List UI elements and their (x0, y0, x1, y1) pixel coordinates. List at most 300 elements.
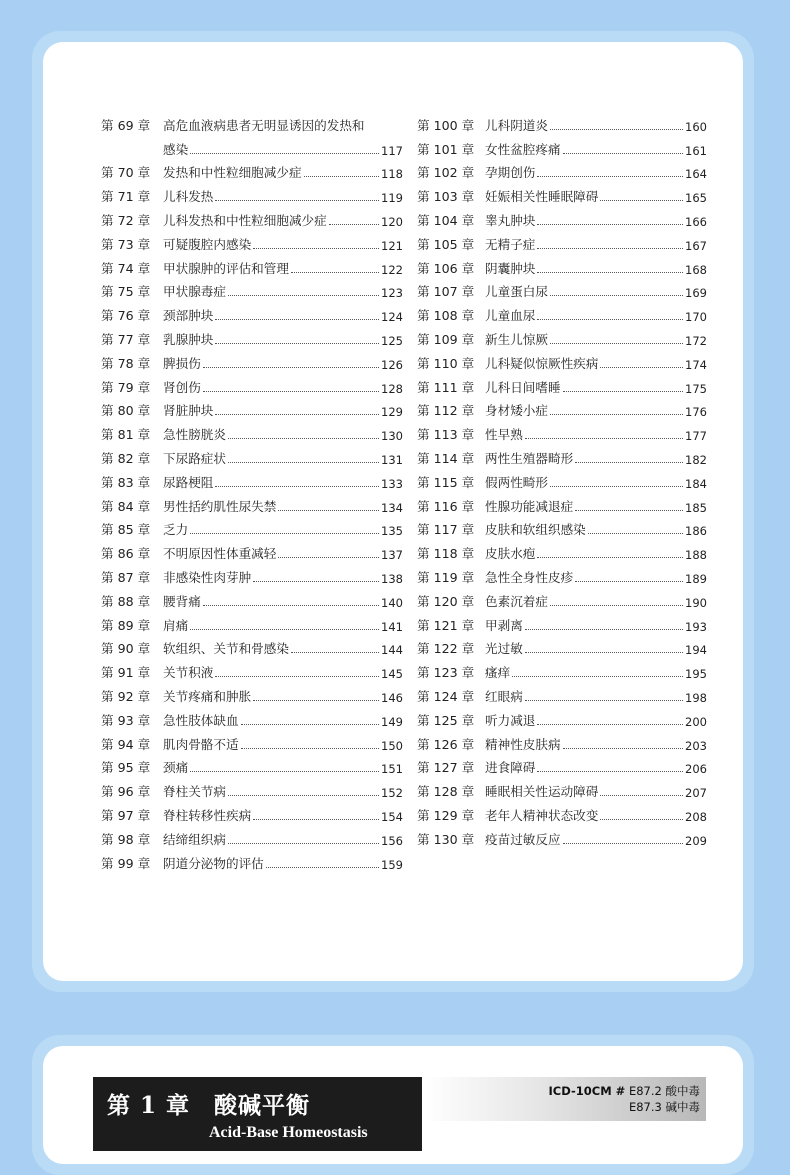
page-number: 161 (685, 143, 707, 158)
toc-entry (417, 657, 707, 681)
page-number: 138 (381, 571, 403, 586)
page-number: 203 (685, 738, 707, 753)
toc-entry (101, 705, 403, 729)
page-number: 118 (381, 167, 403, 182)
dot-leader (215, 676, 379, 677)
page-number: 206 (685, 762, 707, 777)
dot-leader (215, 486, 379, 487)
toc-page (43, 42, 743, 981)
toc-entry (417, 491, 707, 515)
page-number: 159 (381, 857, 403, 872)
dot-leader (512, 676, 683, 677)
dot-leader (215, 343, 379, 344)
chapter-title: 肌肉骨骼不适 (163, 736, 239, 752)
toc-entry (417, 729, 707, 753)
dot-leader (203, 391, 379, 392)
toc-entry (417, 181, 707, 205)
chapter-number: 第 120 章 (417, 593, 475, 609)
toc-entry (417, 396, 707, 420)
chapter-title: 女性盆腔疼痛 (485, 141, 561, 157)
toc-entry (417, 158, 707, 182)
chapter-title: 睡眠相关性运动障碍 (485, 784, 599, 800)
dot-leader (215, 319, 379, 320)
chapter-title: 身材矮小症 (485, 403, 548, 419)
dot-leader (525, 629, 683, 630)
chapter-number: 第 109 章 (417, 331, 475, 347)
chapter-number: 第 94 章 (101, 736, 151, 752)
toc-entry (101, 229, 403, 253)
toc-entry (101, 729, 403, 753)
toc-entry (417, 419, 707, 443)
chapter-title: 乏力 (163, 522, 189, 538)
page-number: 124 (381, 310, 403, 325)
page-number: 164 (685, 167, 707, 182)
toc-entry (101, 562, 403, 586)
toc-column-left (101, 110, 403, 872)
page-number: 189 (685, 571, 707, 586)
toc-entry (417, 348, 707, 372)
dot-leader (575, 510, 683, 511)
dot-leader (563, 153, 683, 154)
page-number: 152 (381, 786, 403, 801)
toc-entry (101, 396, 403, 420)
chapter-number: 第 80 章 (101, 403, 151, 419)
page-number: 129 (381, 405, 403, 420)
chapter-title: 儿科日间嗜睡 (485, 379, 561, 395)
dot-leader (190, 153, 379, 154)
chapter-number: 第 75 章 (101, 284, 151, 300)
chapter-title: 尿路梗阻 (163, 474, 214, 490)
toc-entry (417, 515, 707, 539)
dot-leader (537, 272, 683, 273)
toc-entry (101, 848, 403, 872)
chapter-title: 软组织、关节和骨感染 (163, 641, 289, 657)
chapter-title: 下尿路症状 (163, 450, 226, 466)
dot-leader (190, 533, 379, 534)
page-number: 149 (381, 714, 403, 729)
chapter-title: 光过敏 (485, 641, 523, 657)
toc-entry (101, 158, 403, 182)
chapter-title: 甲剥离 (485, 617, 523, 633)
dot-leader (563, 843, 683, 844)
chapter-number: 第 128 章 (417, 784, 475, 800)
toc-entry (101, 443, 403, 467)
page-number: 167 (685, 238, 707, 253)
page-number: 125 (381, 333, 403, 348)
page-number: 168 (685, 262, 707, 277)
dot-leader (537, 724, 683, 725)
chapter-number: 第 130 章 (417, 831, 475, 847)
chapter-number: 第 73 章 (101, 236, 151, 252)
chapter-number: 第 129 章 (417, 807, 475, 823)
page-number: 151 (381, 762, 403, 777)
dot-leader (537, 224, 683, 225)
chapter-banner (93, 1077, 422, 1151)
chapter-title: 颈部肿块 (163, 308, 214, 324)
page-number: 185 (685, 500, 707, 515)
dot-leader (253, 581, 379, 582)
chapter-number: 第 117 章 (417, 522, 475, 538)
toc-entry (101, 419, 403, 443)
toc-entry (417, 443, 707, 467)
chapter-number: 第 84 章 (101, 498, 151, 514)
page-number: 141 (381, 619, 403, 634)
chapter-number: 第 115 章 (417, 474, 475, 490)
icd-line-1 (424, 1083, 700, 1099)
dot-leader (291, 652, 379, 653)
chapter-title: 颈痛 (163, 760, 189, 776)
page-number: 133 (381, 476, 403, 491)
dot-leader (600, 367, 683, 368)
dot-leader (588, 533, 683, 534)
chapter-number: 第 86 章 (101, 546, 151, 562)
chapter-number: 第 90 章 (101, 641, 151, 657)
chapter-title: 精神性皮肤病 (485, 736, 561, 752)
dot-leader (253, 819, 379, 820)
chapter-number: 第 78 章 (101, 355, 151, 371)
chapter-number: 第 110 章 (417, 355, 475, 371)
chapter-number: 第 119 章 (417, 569, 475, 585)
dot-leader (266, 867, 379, 868)
page-number: 169 (685, 286, 707, 301)
page-number: 174 (685, 357, 707, 372)
dot-leader (304, 176, 380, 177)
chapter-number: 第 124 章 (417, 688, 475, 704)
chapter-number: 第 108 章 (417, 308, 475, 324)
toc-entry (417, 324, 707, 348)
chapter-number: 第 126 章 (417, 736, 475, 752)
chapter-title: 假两性畸形 (485, 474, 548, 490)
dot-leader (563, 748, 683, 749)
chapter-number: 第 99 章 (101, 855, 151, 871)
page-number: 209 (685, 833, 707, 848)
page-number: 145 (381, 667, 403, 682)
dot-leader (278, 557, 379, 558)
chapter-number: 第 71 章 (101, 189, 151, 205)
toc-entry (101, 824, 403, 848)
toc-entry (101, 753, 403, 777)
toc-entry (101, 467, 403, 491)
toc-entry (101, 776, 403, 800)
toc-entry (417, 776, 707, 800)
toc-entry (417, 800, 707, 824)
chapter-title: 进食障碍 (485, 760, 536, 776)
chapter-title: 妊娠相关性睡眠障碍 (485, 189, 599, 205)
dot-leader (550, 343, 683, 344)
page-number: 130 (381, 429, 403, 444)
toc-entry (101, 181, 403, 205)
chapter-number: 第 111 章 (417, 379, 475, 395)
page-number: 160 (685, 119, 707, 134)
page-number: 188 (685, 548, 707, 563)
dot-leader (203, 605, 379, 606)
dot-leader (575, 581, 683, 582)
dot-leader (228, 795, 379, 796)
chapter-number: 第 82 章 (101, 450, 151, 466)
dot-leader (537, 248, 683, 249)
chapter-title: 两性生殖器畸形 (485, 450, 574, 466)
chapter-title: 儿科阴道炎 (485, 117, 548, 133)
page-number: 207 (685, 786, 707, 801)
toc-entry (417, 562, 707, 586)
dot-leader (550, 605, 683, 606)
page-number: 156 (381, 833, 403, 848)
chapter-number: 第 105 章 (417, 236, 475, 252)
chapter-number: 第 98 章 (101, 831, 151, 847)
toc-entry (417, 753, 707, 777)
dot-leader (550, 486, 683, 487)
chapter-title: 儿科发热 (163, 189, 214, 205)
chapter-number: 第 91 章 (101, 665, 151, 681)
page-number: 120 (381, 214, 403, 229)
dot-leader (563, 391, 683, 392)
toc-column-right (417, 110, 707, 848)
dot-leader (203, 367, 379, 368)
toc-entry (417, 586, 707, 610)
page-number: 121 (381, 238, 403, 253)
chapter-number: 第 121 章 (417, 617, 475, 633)
chapter-number: 第 70 章 (101, 165, 151, 181)
dot-leader (228, 843, 379, 844)
toc-entry (101, 681, 403, 705)
dot-leader (537, 557, 683, 558)
chapter-title: 急性肢体缺血 (163, 712, 239, 728)
page-number: 131 (381, 452, 403, 467)
page-number: 177 (685, 429, 707, 444)
dot-leader (278, 510, 379, 511)
page-number: 176 (685, 405, 707, 420)
chapter-number: 第 118 章 (417, 546, 475, 562)
chapter-title: 乳腺肿块 (163, 331, 214, 347)
page-number: 165 (685, 191, 707, 206)
toc-entry (417, 610, 707, 634)
toc-entry (417, 205, 707, 229)
dot-leader (241, 748, 379, 749)
toc-entry (417, 467, 707, 491)
dot-leader (228, 462, 379, 463)
chapter-number: 第 79 章 (101, 379, 151, 395)
page-number: 190 (685, 595, 707, 610)
chapter-title: 男性括约肌性尿失禁 (163, 498, 277, 514)
toc-entry (101, 300, 403, 324)
chapter-number: 第 114 章 (417, 450, 475, 466)
dot-leader (600, 819, 683, 820)
page-number: 154 (381, 809, 403, 824)
dot-leader (228, 295, 379, 296)
dot-leader (537, 176, 683, 177)
page-number: 186 (685, 524, 707, 539)
toc-entry (417, 110, 707, 134)
chapter-title: 可疑腹腔内感染 (163, 236, 252, 252)
chapter-number: 第 69 章 (101, 117, 151, 133)
toc-entry (417, 229, 707, 253)
chapter-number: 第 77 章 (101, 331, 151, 347)
dot-leader (575, 462, 683, 463)
page-number: 146 (381, 690, 403, 705)
chapter-number: 第 107 章 (417, 284, 475, 300)
chapter-number: 第 76 章 (101, 308, 151, 324)
dot-leader (550, 129, 683, 130)
chapter-title: 无精子症 (485, 236, 536, 252)
chapter-title: 脊柱关节病 (163, 784, 226, 800)
toc-entry (101, 277, 403, 301)
toc-entry (417, 824, 707, 848)
dot-leader (215, 414, 379, 415)
chapter-number: 第 96 章 (101, 784, 151, 800)
chapter-title: 脾损伤 (163, 355, 201, 371)
toc-entry (417, 300, 707, 324)
toc-entry (417, 372, 707, 396)
toc-entry (101, 324, 403, 348)
page-number: 193 (685, 619, 707, 634)
page-number: 119 (381, 191, 403, 206)
icd-code-acidosis: E87.2 酸中毒 (628, 1084, 700, 1098)
toc-entry (417, 634, 707, 658)
page-number: 208 (685, 809, 707, 824)
page-number: 134 (381, 500, 403, 515)
toc-entry (101, 515, 403, 539)
dot-leader (550, 414, 683, 415)
dot-leader (215, 200, 379, 201)
chapter-number: 第 97 章 (101, 807, 151, 823)
chapter-title: 色素沉着症 (485, 593, 548, 609)
page-number: 200 (685, 714, 707, 729)
chapter-title: 肾创伤 (163, 379, 201, 395)
toc-entry (101, 348, 403, 372)
dot-leader (190, 629, 379, 630)
page-number: 137 (381, 548, 403, 563)
dot-leader (253, 700, 379, 701)
chapter-number: 第 72 章 (101, 212, 151, 228)
page-number: 170 (685, 310, 707, 325)
chapter-number: 第 104 章 (417, 212, 475, 228)
chapter-title: 孕期创伤 (485, 165, 536, 181)
page-number: 175 (685, 381, 707, 396)
chapter-title: 皮肤和软组织感染 (485, 522, 586, 538)
chapter-title: 脊柱转移性疾病 (163, 807, 252, 823)
chapter-title: 儿科发热和中性粒细胞减少症 (163, 212, 327, 228)
chapter-number: 第 83 章 (101, 474, 151, 490)
toc-entry (101, 586, 403, 610)
toc-entry (101, 610, 403, 634)
chapter-number: 第 74 章 (101, 260, 151, 276)
dot-leader (525, 700, 683, 701)
chapter-title: 新生儿惊厥 (485, 331, 548, 347)
toc-entry (101, 205, 403, 229)
toc-entry (417, 134, 707, 158)
chapter-title: 关节疼痛和肿胀 (163, 688, 252, 704)
chapter-number: 第 92 章 (101, 688, 151, 704)
chapter-title: 甲状腺肿的评估和管理 (163, 260, 289, 276)
page-number: 122 (381, 262, 403, 277)
chapter-number: 第 103 章 (417, 189, 475, 205)
chapter-number: 第 101 章 (417, 141, 475, 157)
chapter-number: 第 123 章 (417, 665, 475, 681)
page-number: 195 (685, 667, 707, 682)
chapter-number: 第 112 章 (417, 403, 475, 419)
chapter-title: 腰背痛 (163, 593, 201, 609)
toc-entry (101, 538, 403, 562)
dot-leader (525, 652, 683, 653)
chapter-number: 第 88 章 (101, 593, 151, 609)
toc-entry (101, 253, 403, 277)
page-number: 198 (685, 690, 707, 705)
chapter-title: 儿童血尿 (485, 308, 536, 324)
page-number: 117 (381, 143, 403, 158)
dot-leader (525, 438, 683, 439)
chapter-number: 第 93 章 (101, 712, 151, 728)
toc-entry (417, 277, 707, 301)
toc-entry (417, 705, 707, 729)
toc-entry (101, 800, 403, 824)
page-number: 166 (685, 214, 707, 229)
chapter-title: 发热和中性粒细胞减少症 (163, 165, 302, 181)
chapter-title: 结缔组织病 (163, 831, 226, 847)
chapter-title: 甲状腺毒症 (163, 284, 226, 300)
toc-entry (417, 253, 707, 277)
chapter-title: 睾丸肿块 (485, 212, 536, 228)
page-number: 182 (685, 452, 707, 467)
chapter-title: 急性膀胱炎 (163, 427, 226, 443)
page-number: 140 (381, 595, 403, 610)
chapter-number: 第 95 章 (101, 760, 151, 776)
dot-leader (291, 272, 379, 273)
page-number: 128 (381, 381, 403, 396)
chapter-title: 高危血液病患者无明显诱因的发热和 (163, 117, 365, 133)
chapter-number: 第 87 章 (101, 569, 151, 585)
page-number: 123 (381, 286, 403, 301)
chapter-title: 疫苗过敏反应 (485, 831, 561, 847)
dot-leader (537, 771, 683, 772)
chapter-title: 阴道分泌物的评估 (163, 855, 264, 871)
chapter-number: 第 125 章 (417, 712, 475, 728)
toc-card (32, 31, 754, 992)
page-number: 194 (685, 643, 707, 658)
dot-leader (241, 724, 379, 725)
chapter-number: 第 127 章 (417, 760, 475, 776)
icd-code-alkalosis: E87.3 碱中毒 (628, 1100, 700, 1114)
toc-entry (417, 681, 707, 705)
chapter-title: 肩痛 (163, 617, 189, 633)
chapter-title: 听力减退 (485, 712, 536, 728)
dot-leader (550, 295, 683, 296)
dot-leader (329, 224, 379, 225)
chapter-title-en: Acid-Base Homeostasis (209, 1124, 368, 1141)
chapter-card (32, 1035, 754, 1175)
chapter-title: 非感染性肉芽肿 (163, 569, 252, 585)
page-number: 126 (381, 357, 403, 372)
chapter-title: 红眼病 (485, 688, 523, 704)
page-number: 172 (685, 333, 707, 348)
dot-leader (600, 200, 683, 201)
chapter-title: 瘙痒 (485, 665, 511, 681)
toc-entry (417, 538, 707, 562)
chapter-title: 儿科疑似惊厥性疾病 (485, 355, 599, 371)
icd-label: ICD-10CM # (548, 1084, 626, 1098)
chapter-number: 第 102 章 (417, 165, 475, 181)
chapter-title: 老年人精神状态改变 (485, 807, 599, 823)
chapter-number: 第 89 章 (101, 617, 151, 633)
toc-entry (101, 372, 403, 396)
dot-leader (190, 771, 379, 772)
chapter-title: 肾脏肿块 (163, 403, 214, 419)
chapter-title-cn: 第 1 章 酸碱平衡 (107, 1092, 311, 1119)
chapter-title: 性腺功能减退症 (485, 498, 574, 514)
chapter-title: 性早熟 (485, 427, 523, 443)
dot-leader (253, 248, 379, 249)
page-number: 144 (381, 643, 403, 658)
chapter-title: 急性全身性皮疹 (485, 569, 574, 585)
